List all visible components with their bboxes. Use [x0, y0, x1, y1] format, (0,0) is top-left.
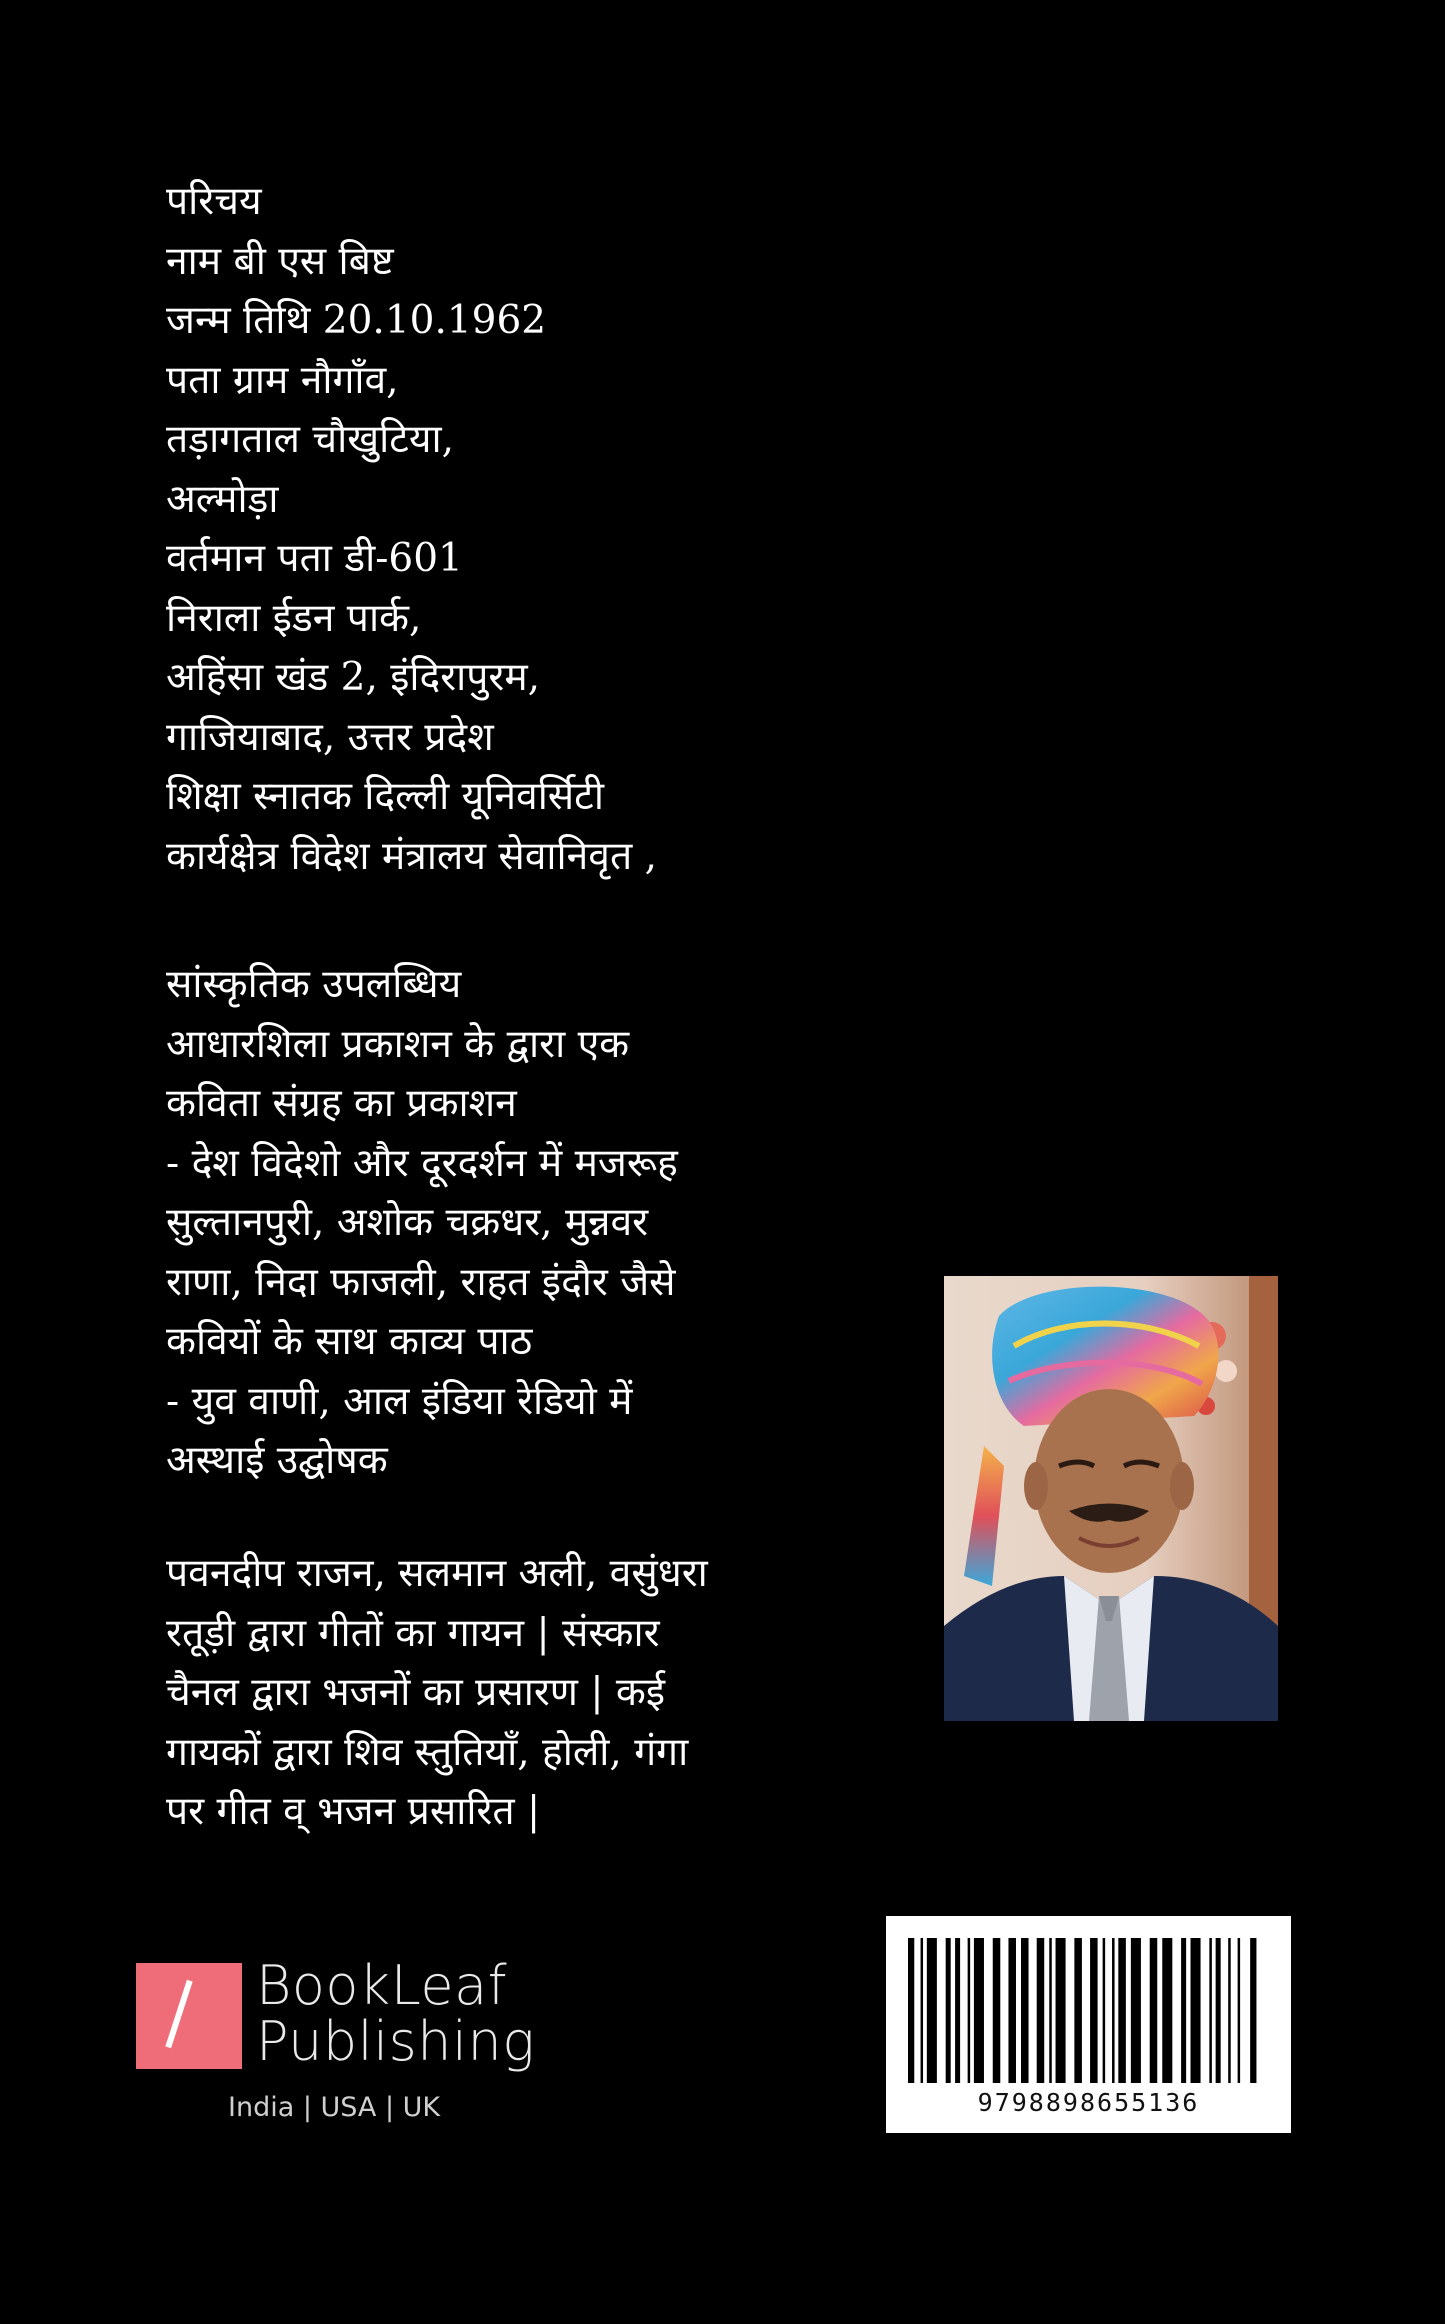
culture-heading: सांस्कृतिक उपलब्धिय — [166, 962, 462, 1007]
barcode-number: 9798898655136 — [977, 2088, 1200, 2117]
author-intro-section — [166, 172, 806, 886]
barcode-bar — [1112, 1938, 1115, 2083]
barcode-guard-bar — [908, 1938, 914, 2083]
songs-line: पवनदीप राजन, सलमान अली, वसुंधरा — [166, 1551, 708, 1596]
intro-name: नाम बी एस बिष्ट — [166, 238, 394, 284]
slash-icon — [165, 1980, 192, 2048]
barcode-bars — [908, 1938, 1269, 2083]
barcode-bar — [1150, 1938, 1158, 2083]
barcode-bar — [1216, 1938, 1221, 2083]
barcode-bar — [1056, 1938, 1066, 2083]
barcode-bar — [1181, 1938, 1186, 2083]
barcode-bar — [1049, 1938, 1052, 2083]
intro-address-line-3: अल्मोड़ा — [166, 476, 279, 522]
songs-line: चैनल द्वारा भजनों का प्रसारण | कई — [166, 1670, 666, 1715]
barcode-bar — [1103, 1938, 1106, 2083]
cultural-achievements-section — [166, 955, 806, 1491]
publisher-name-line-2: Publishing — [256, 2010, 536, 2073]
intro-address-line-2: तड़ागताल चौखुटिया, — [166, 417, 454, 462]
culture-line: सुल्तानपुरी, अशोक चक्रधर, मुन्नवर — [166, 1200, 649, 1245]
culture-line: अस्थाई उद्घोषक — [166, 1438, 388, 1483]
songs-section — [166, 1544, 806, 1842]
barcode-bar — [1118, 1938, 1126, 2083]
barcode-bar — [927, 1938, 937, 2083]
intro-current-address-line-3: अहिंसा खंड 2, इंदिरापुरम, — [166, 655, 541, 700]
barcode-bar — [1209, 1938, 1212, 2083]
culture-line: कविता संग्रह का प्रकाशन — [166, 1081, 517, 1126]
barcode-bar — [974, 1938, 984, 2083]
barcode-bar — [1021, 1938, 1029, 2083]
songs-line: गायकों द्वारा शिव स्तुतियाँ, होली, गंगा — [166, 1729, 689, 1775]
intro-heading: परिचय — [166, 179, 262, 224]
barcode-bar — [1228, 1938, 1231, 2083]
songs-line: रतूड़ी द्वारा गीतों का गायन | संस्कार — [166, 1610, 660, 1656]
barcode-bar — [921, 1938, 924, 2083]
publisher-name-line-1: BookLeaf — [256, 1954, 508, 2017]
barcode-bar — [1131, 1938, 1141, 2083]
barcode-bar — [955, 1938, 960, 2083]
intro-education: शिक्षा स्नातक दिल्ली यूनिवर्सिटी — [166, 774, 604, 819]
barcode-bar — [1162, 1938, 1172, 2083]
publisher-regions: India | USA | UK — [228, 2092, 441, 2123]
culture-line: - देश विदेशो और दूरदर्शन में मजरूह — [166, 1140, 678, 1186]
culture-line: आधारशिला प्रकाशन के द्वारा एक — [166, 1021, 630, 1067]
publisher-logo — [136, 1954, 536, 2132]
intro-address-line-1: पता ग्राम नौगाँव, — [166, 357, 399, 403]
intro-current-address-line-1: वर्तमान पता डी-601 — [166, 536, 463, 581]
barcode-bar — [993, 1938, 1001, 2083]
culture-line: - युव वाणी, आल इंडिया रेडियो में — [166, 1378, 633, 1424]
barcode-bar — [1008, 1938, 1016, 2083]
intro-work: कार्यक्षेत्र विदेश मंत्रालय सेवानिवृत , — [166, 833, 657, 879]
barcode-bar — [1090, 1938, 1098, 2083]
barcode-bar — [968, 1938, 971, 2083]
barcode-guard-bar — [1250, 1938, 1256, 2083]
culture-line: कवियों के साथ काव्य पाठ — [166, 1319, 533, 1364]
songs-line: पर गीत व् भजन प्रसारित | — [166, 1789, 541, 1834]
barcode-bar — [1074, 1938, 1082, 2083]
barcode-bar — [1191, 1938, 1201, 2083]
barcode-bar — [1037, 1938, 1045, 2083]
author-photo — [944, 1276, 1278, 1721]
isbn-barcode — [886, 1916, 1291, 2133]
barcode-bar — [1238, 1938, 1241, 2083]
intro-birthdate: जन्म तिथि 20.10.1962 — [166, 298, 547, 343]
culture-line: राणा, निदा फाजली, राहत इंदौर जैसे — [166, 1259, 676, 1305]
barcode-bar — [946, 1938, 951, 2083]
intro-current-address-line-2: निराला ईडन पार्क, — [166, 595, 422, 641]
logo-mark — [136, 1963, 242, 2069]
intro-current-address-line-4: गाजियाबाद, उत्तर प्रदेश — [166, 714, 494, 760]
